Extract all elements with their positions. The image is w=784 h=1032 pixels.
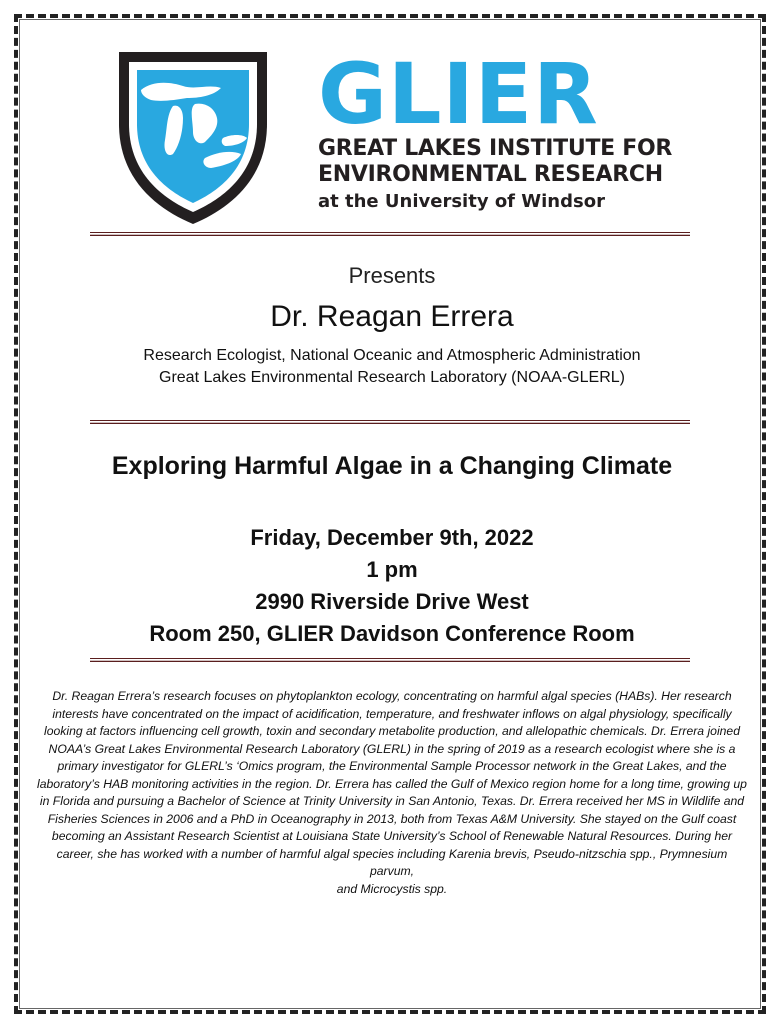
bio-last-line: and Microcystis spp. bbox=[336, 881, 448, 896]
affiliation-line-2: Great Lakes Environmental Research Laboratory (NOAA-GLERL) bbox=[159, 369, 625, 386]
event-date: Friday, December 9th, 2022 bbox=[250, 525, 534, 550]
event-room: Room 250, GLIER Davidson Conference Room bbox=[149, 621, 635, 646]
divider-rule bbox=[90, 658, 690, 662]
institute-name-line-1: GREAT LAKES INSTITUTE FOR bbox=[318, 136, 673, 161]
speaker-affiliation bbox=[20, 345, 764, 389]
divider-rule bbox=[90, 232, 690, 236]
affiliation-line-1: Research Ecologist, National Oceanic and Atmospheric Administration bbox=[143, 347, 641, 364]
presents-label: Presents bbox=[348, 263, 436, 288]
speaker-bio bbox=[34, 688, 750, 898]
talk-title: Exploring Harmful Algae in a Changing Climate bbox=[111, 452, 673, 480]
event-details bbox=[20, 522, 764, 650]
event-address: 2990 Riverside Drive West bbox=[255, 589, 529, 614]
institute-name-line-2: ENVIRONMENTAL RESEARCH bbox=[318, 162, 663, 187]
glier-acronym: GLIER bbox=[318, 45, 599, 143]
institute-wordmark bbox=[318, 45, 673, 216]
speaker-name: Dr. Reagan Errera bbox=[270, 300, 514, 333]
university-name: at the University of Windsor bbox=[318, 191, 605, 212]
divider-rule bbox=[90, 420, 690, 424]
great-lakes-shield-icon bbox=[113, 46, 273, 226]
event-time: 1 pm bbox=[366, 557, 418, 582]
bio-paragraph: Dr. Reagan Errera’s research focuses on phytoplankton ecology, concentrating on harmful algal species (HABs). Her research interests have concentrated on the impact of acidification, temperature, and freshwater inflows on algal physiology, specifically looking at factors influencing cell growth, toxin and secondary metabolite production, and allelopathic chemicals. Dr. Errera joined NOAA’s Great Lakes Environmental Research Laboratory (GLERL) in the spring of 2019 as a research ecologist where she is a primary investigator for GLERL’s ‘Omics program, the Environmental Sample Processor network in the Great Lakes, and the laboratory’s HAB monitoring activities in the region. Dr. Errera has called the Gulf of Mexico region home for a long time, growing up in Florida and pursuing a Bachelor of Science at Trinity University in San Antonio, Texas. Dr. Errera received her MS in Wildlife and Fisheries Sciences in 2006 and a PhD in Oceanography in 2013, both from Texas A&M University. She stayed on the Gulf coast becoming an Assistant Research Scientist at Louisiana State University’s School of Renewable Natural Resources. During her career, she has worked with a number of harmful algal species including Karenia brevis, Pseudo-nitzschia spp., Prymnesium parvum, bbox=[37, 689, 747, 878]
